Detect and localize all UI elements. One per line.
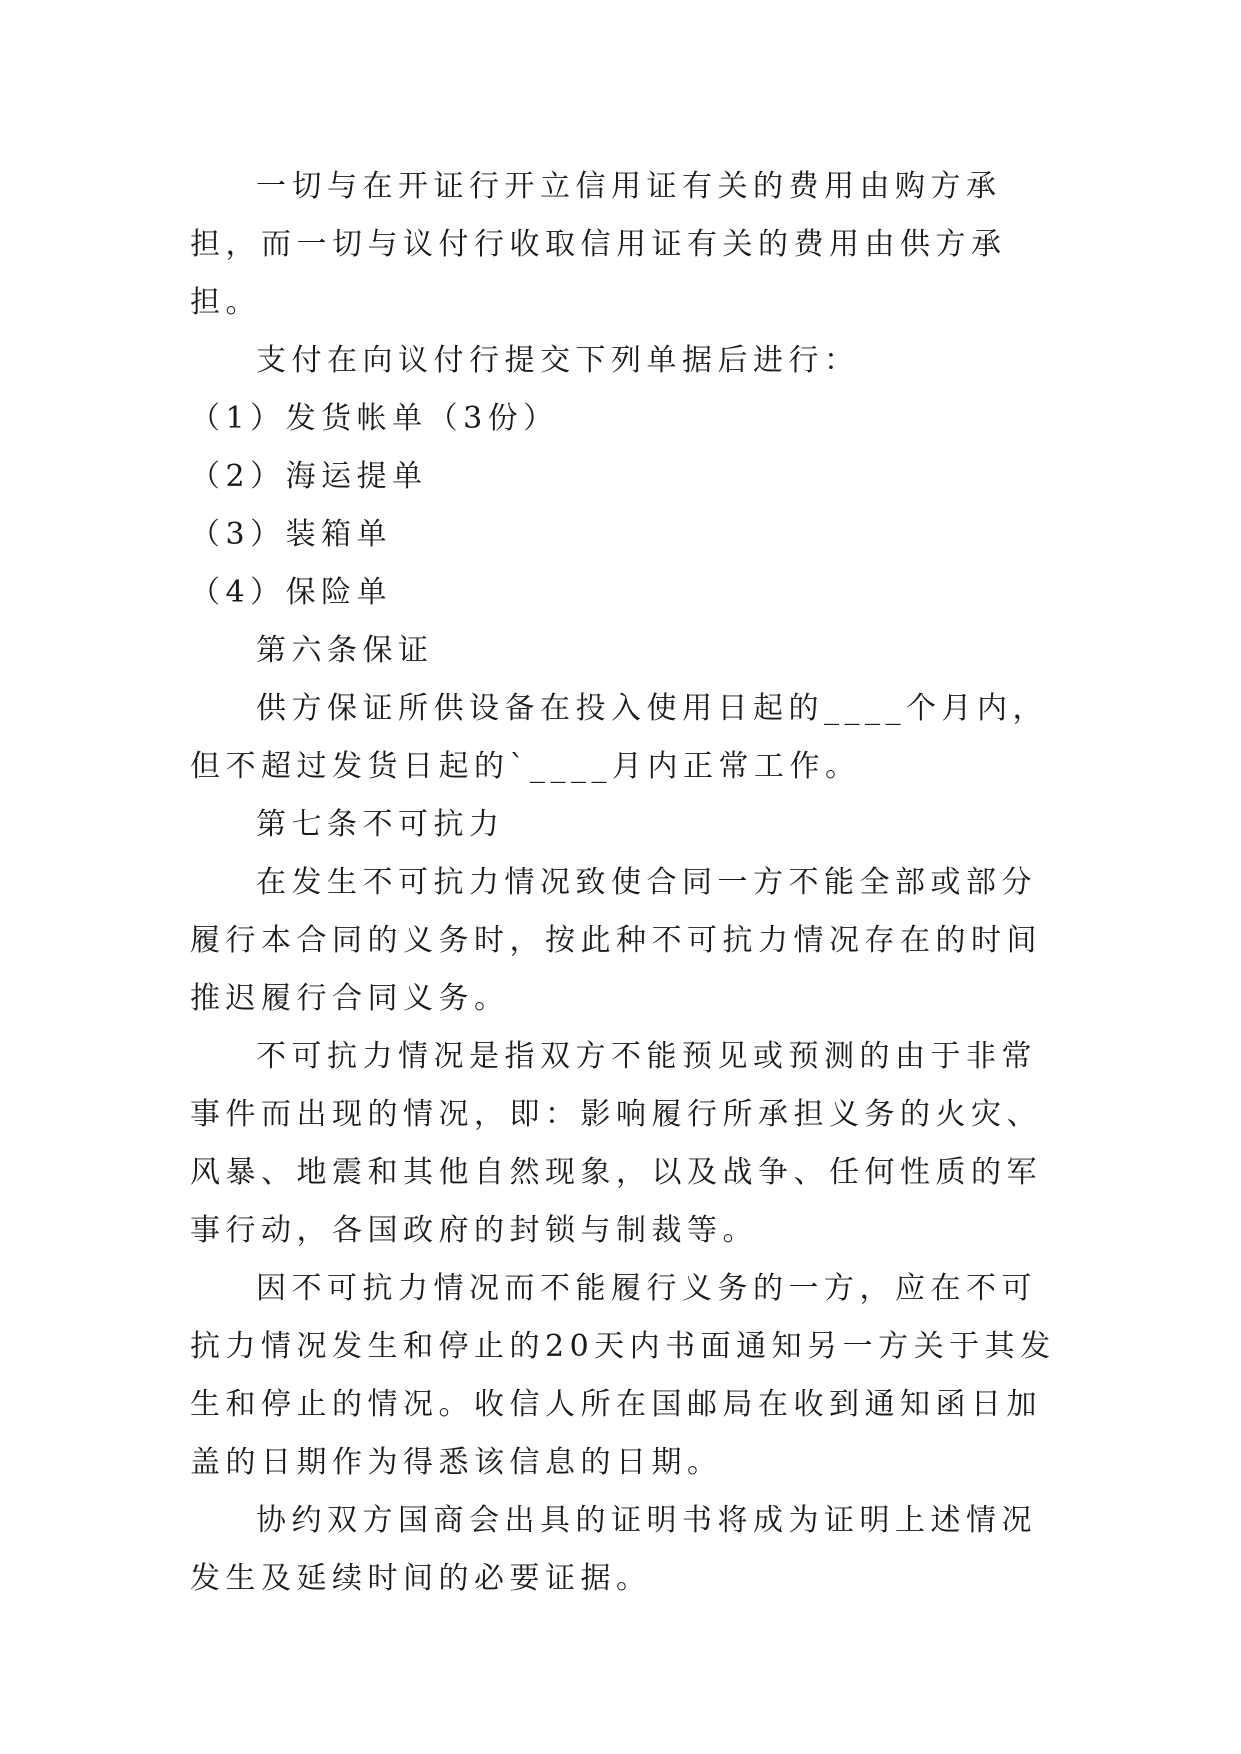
list-item-invoice: （1）发货帐单（3份） [190,401,559,436]
paragraph-warranty: 供方保证所供设备在投入使用日起的____个月内，但不超过发货日起的`____月内正常工作。 [190,691,1048,784]
paragraph-force-majeure-definition: 不可抗力情况是指双方不能预见或预测的由于非常事件而出现的情况，即：影响履行所承担义务的火灾、风暴、地震和其他自然现象，以及战争、任何性质的军事行动，各国政府的封锁与制裁等。 [190,1039,1042,1248]
section-heading-force-majeure: 第七条不可抗力 [256,807,505,842]
list-item-insurance: （4）保险单 [190,575,393,610]
list-item-packing-list: （3）装箱单 [190,517,393,552]
paragraph-payment-conditions: 支付在向议付行提交下列单据后进行： [256,343,860,378]
paragraph-force-majeure-delay: 在发生不可抗力情况致使合同一方不能全部或部分履行本合同的义务时，按此种不可抗力情况存在的时间推迟履行合同义务。 [190,865,1042,1016]
paragraph-fees: 一切与在开证行开立信用证有关的费用由购方承担，而一切与议付行收取信用证有关的费用由供方承担。 [190,169,1007,320]
section-heading-warranty: 第六条保证 [256,633,434,668]
paragraph-force-majeure-notice: 因不可抗力情况而不能履行义务的一方，应在不可抗力情况发生和停止的20天内书面通知另一方关于其发生和停止的情况。收信人所在国邮局在收到通知函日加盖的日期作为得悉该信息的日期。 [190,1271,1056,1480]
document-body [190,158,1060,1608]
list-item-bill-of-lading: （2）海运提单 [190,459,428,494]
paragraph-certificate-evidence: 协约双方国商会出具的证明书将成为证明上述情况发生及延续时间的必要证据。 [190,1503,1037,1596]
